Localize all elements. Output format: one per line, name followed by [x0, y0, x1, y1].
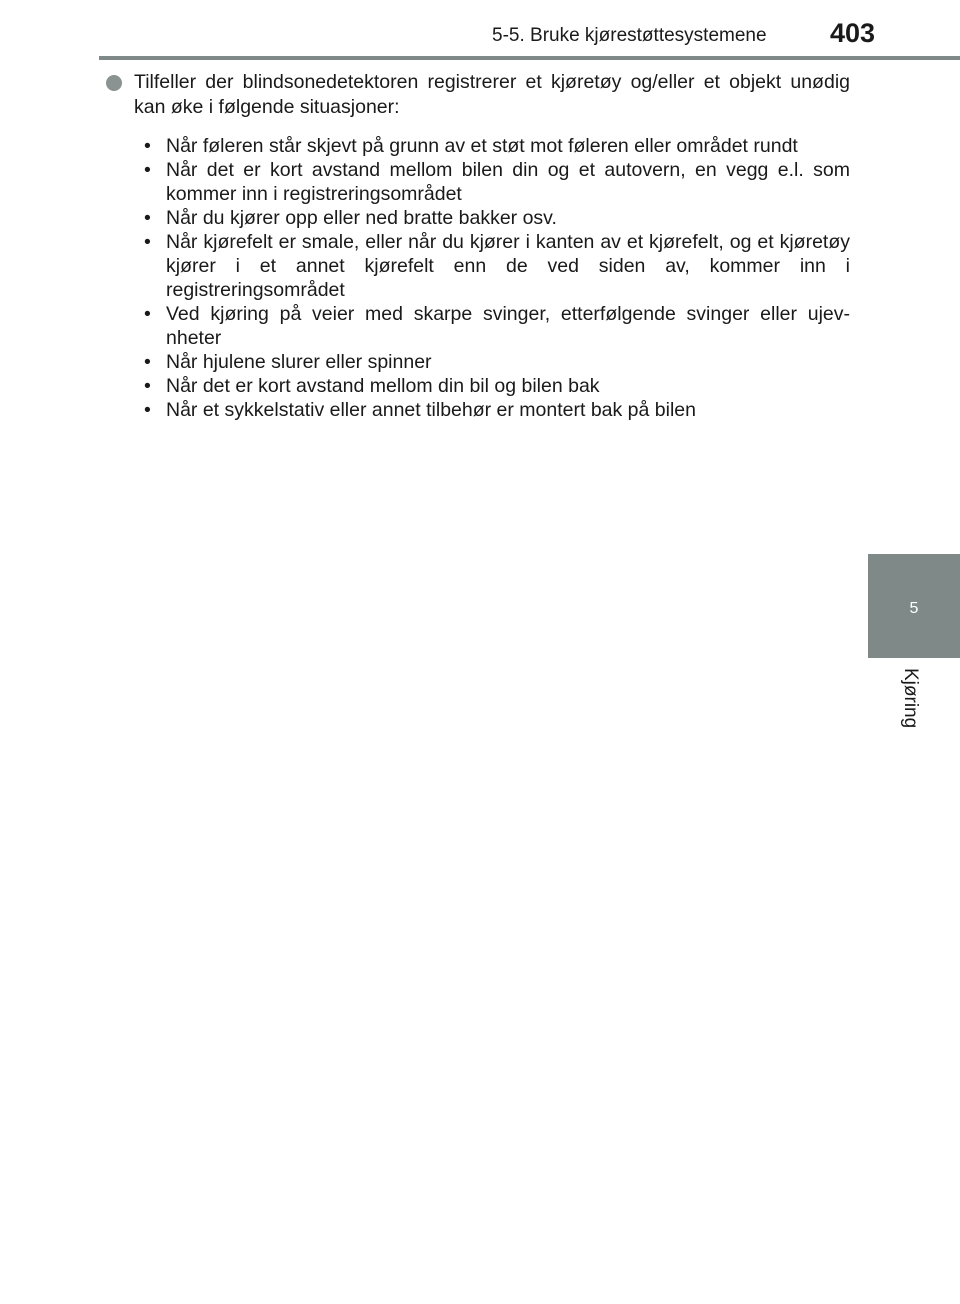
bullet-marker: • [144, 207, 151, 229]
list-item [132, 302, 850, 350]
chapter-label [896, 668, 926, 748]
list-item-text: Når kjørefelt er smale, eller når du kjører i kanten av et kjørefelt, og et kjøretøy kjører i et annet kjørefelt enn de ved siden av, kommer inn i registreringsområdet [166, 231, 850, 301]
situation-list [132, 134, 850, 422]
page-number: 403 [830, 18, 876, 48]
header-rule [99, 56, 960, 60]
bullet-marker: • [144, 375, 151, 397]
list-item [132, 374, 850, 398]
bullet-marker: • [144, 351, 151, 373]
chapter-tab [868, 554, 960, 658]
bullet-marker: • [144, 159, 151, 181]
list-item-text: Når det er kort avstand mellom bilen din og et autovern, en vegg e.l. som kommer inn i registreringsområdet [166, 159, 850, 205]
bullet-marker: • [144, 231, 151, 253]
list-item-text: Når det er kort avstand mellom din bil og bilen bak [166, 375, 600, 397]
circle-bullet-icon [106, 75, 122, 91]
list-item [132, 398, 850, 422]
list-item [132, 158, 850, 206]
list-item-text: Når hjulene slurer eller spinner [166, 351, 432, 373]
list-item [132, 350, 850, 374]
list-item [132, 230, 850, 302]
page-content [132, 70, 850, 422]
list-item [132, 206, 850, 230]
chapter-title: Kjøring [900, 668, 921, 729]
list-item-text: Når føleren står skjevt på grunn av et støt mot føleren eller området rundt [166, 135, 798, 157]
intro-paragraph [132, 70, 850, 120]
chapter-number: 5 [909, 600, 919, 617]
bullet-marker: • [144, 399, 151, 421]
section-title: 5-5. Bruke kjørestøttesystemene [492, 25, 767, 46]
intro-text: Tilfeller der blindsonedetektoren registrerer et kjøretøy og/eller et objekt unødig kan øke i følgende situasjoner: [134, 71, 850, 118]
list-item-text: Når du kjører opp eller ned bratte bakker osv. [166, 207, 557, 229]
list-item-text: Ved kjøring på veier med skarpe svinger, etterfølgende svinger eller ujev-nheter [166, 303, 850, 349]
bullet-marker: • [144, 303, 151, 325]
list-item-text: Når et sykkelstativ eller annet tilbehør er montert bak på bilen [166, 399, 696, 421]
list-item [132, 134, 850, 158]
bullet-marker: • [144, 135, 151, 157]
